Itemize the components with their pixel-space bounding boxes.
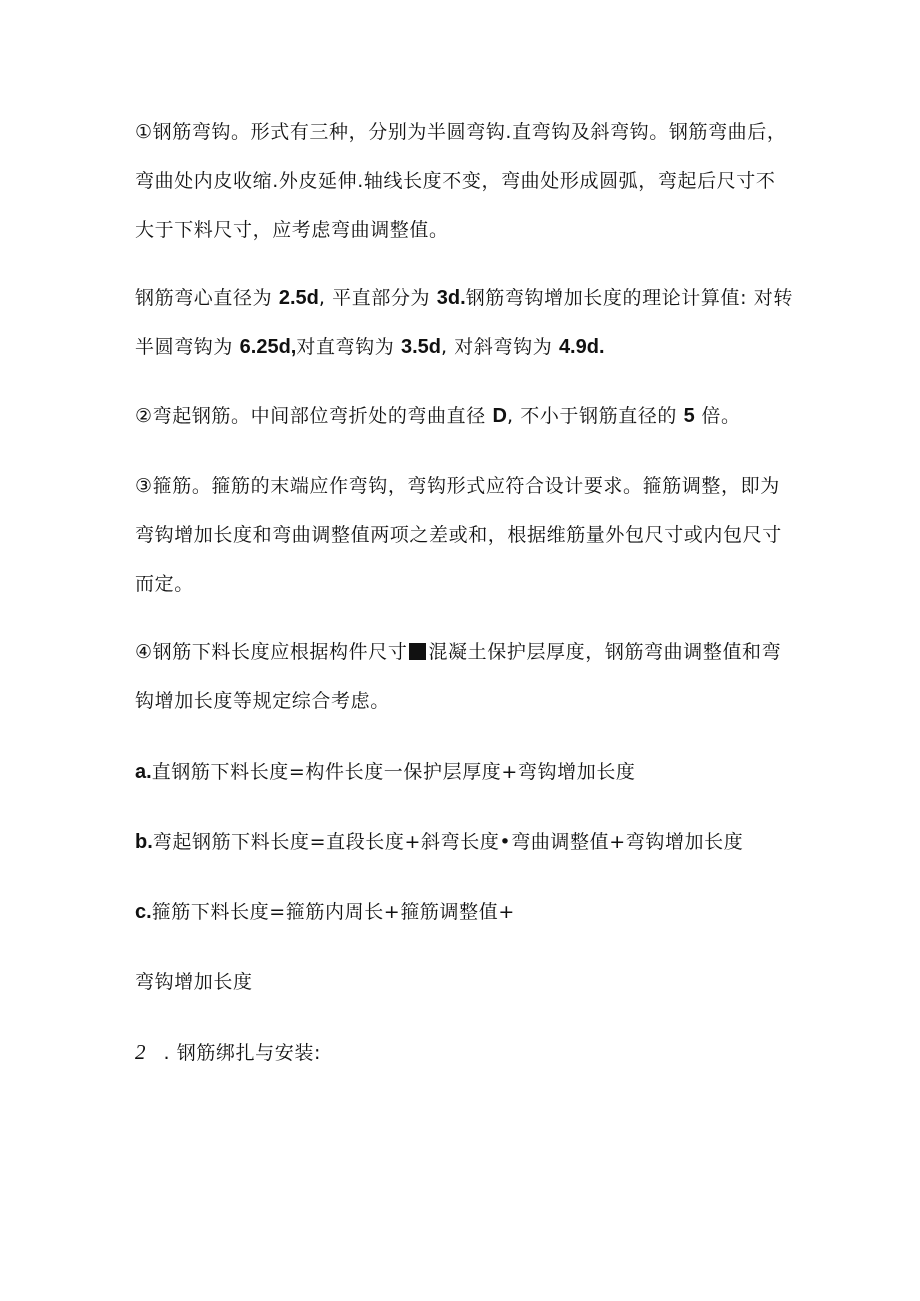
value-2-5d: 2.5d [278, 287, 319, 309]
value-3d: 3d. [436, 287, 466, 309]
text-run: ②弯起钢筋。中间部位弯折处的弯曲直径 [135, 405, 493, 427]
formula-text: 直钢筋下料长度=构件长度一保护层厚度+弯钩增加长度 [151, 761, 636, 783]
section-heading-binding [135, 1028, 795, 1078]
text-run: 钢筋弯钩增加长度的理论计算值: 对转半圆弯钩为 [135, 287, 793, 358]
formula-text: 弯钩增加长度 [135, 971, 253, 993]
value-4-9d: 4.9d. [558, 336, 605, 358]
text-run: 对直弯钩为 [296, 336, 401, 358]
paragraph-steel-hook [135, 108, 795, 255]
value-3-5d: 3.5d [400, 336, 442, 358]
text-run: 倍。 [694, 405, 741, 427]
text-run: 混凝土保护层厚度，钢筋弯曲调整值和弯钩增加长度等规定综合考虑。 [135, 641, 782, 712]
formula-stirrup [135, 888, 795, 937]
value-6-25d: 6.25d, [239, 336, 297, 358]
paragraph-stirrup [135, 462, 795, 609]
list-marker-b: b. [135, 831, 153, 853]
paragraph-stirrup-text: ③箍筋。箍筋的末端应作弯钩，弯钩形式应符合设计要求。箍筋调整，即为弯钩增加长度和弯曲调整值两项之差或和，根据维筋量外包尺寸或内包尺寸而定。 [135, 475, 782, 595]
text-run: 钢筋弯心直径为 [135, 287, 279, 309]
paragraph-bent-bar [135, 392, 795, 441]
formula-text: 箍筋下料长度=箍筋内周长+箍筋调整值+ [151, 901, 515, 923]
value-5: 5 [683, 405, 695, 427]
list-marker-c: c. [135, 901, 152, 923]
text-run: , 不小于钢筋直径的 [506, 405, 684, 427]
paragraph-hook-length [135, 274, 795, 372]
formula-text: 弯起钢筋下料长度=直段长度+斜弯长度•弯曲调整值+弯钩增加长度 [152, 831, 744, 853]
list-marker-a: a. [135, 761, 152, 783]
formula-stirrup-continued [135, 958, 795, 1007]
formula-straight-bar [135, 748, 795, 797]
text-run: ④钢筋下料长度应根据构件尺寸 [135, 641, 408, 663]
paragraph-cut-length [135, 628, 795, 726]
text-run: , 对斜弯钩为 [441, 336, 559, 358]
black-square-glyph [409, 643, 426, 660]
paragraph-steel-hook-text: ①钢筋弯钩。形式有三种，分别为半圆弯钩.直弯钩及斜弯钩。钢筋弯曲后，弯曲处内皮收缩.外皮延伸.轴线长度不变，弯曲处形成圆弧，弯起后尺寸不大于下料尺寸，应考虑弯曲调整值。 [135, 121, 787, 241]
section-title: . 钢筋绑扎与安装: [163, 1042, 321, 1064]
section-number: 2 [135, 1040, 146, 1064]
formula-bent-bar [135, 818, 795, 867]
text-run: , 平直部分为 [318, 287, 437, 309]
value-d: D [492, 405, 507, 427]
